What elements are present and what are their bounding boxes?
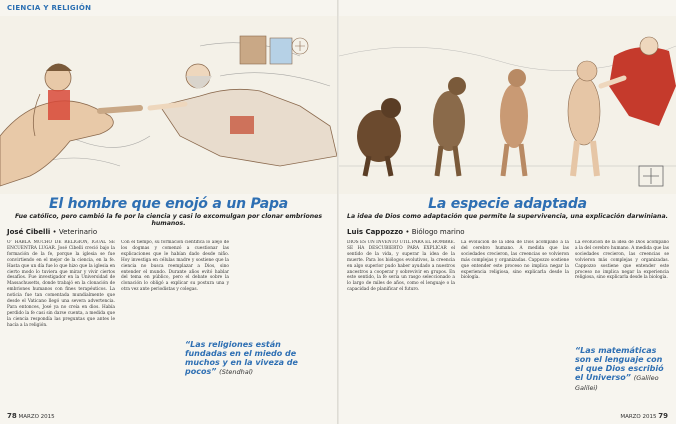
pull-quote-text: “Las matemáticas son el lenguaje con el que Dios escribió el Universo” (575, 346, 664, 382)
page-number: 78 (7, 412, 17, 420)
issue-date: MARZO 2015 (620, 414, 657, 420)
author-role: • Biólogo marino (403, 228, 465, 236)
author-name: Luis Cappozzo (347, 228, 404, 236)
byline (7, 228, 97, 236)
author-role: • Veterinario (50, 228, 98, 236)
body-column-2: La evolución de la idea de Dios acompañó a la del cerebro humano. A medida que las sociedades crecieron, las creencias se volvieron más complejas y organizadas. Cappozzo sostiene que entender este proceso no implica negar la experiencia religiosa, sino explicarla desde la biología. (461, 240, 569, 281)
pull-quote-attribution: (Stendhal) (219, 368, 254, 376)
article-headline: La especie adaptada (428, 196, 587, 212)
column-3-text: La evolución de la idea de Dios acompañó a la del cerebro humano. A medida que las sociedades crecieron, las creencias se volvieron más complejas y organizadas. Cappozzo sostiene que entender este proceso no implica negar la experiencia religiosa, sino explicarla desde la biología. (575, 240, 669, 281)
article-deck: La idea de Dios como adaptación que permite la supervivencia, una explicación darwiniana. (347, 213, 668, 220)
byline (347, 228, 465, 236)
page-number: 79 (658, 412, 668, 420)
pull-quote (575, 346, 669, 393)
pull-quote (185, 340, 325, 377)
body-column-2: Con el tiempo, su formación científica lo alejó de los dogmas y comenzó a cuestionar las explicaciones que le habían dado desde niño. Hoy investiga en células madre y sostiene que la ciencia no busca reemplazar a Dios, sino entender el mundo. Durante años evitó hablar del tema en público, pero el debate sobre la clonación lo obligó a explicar su postura una y otra vez ante periodistas y colegas. (121, 240, 229, 293)
article-headline: El hombre que enojó a un Papa (48, 196, 289, 212)
pull-quote-text: “Las religiones están fundadas en el miedo de muchos y en la viveza de pocos” (185, 340, 298, 376)
body-column-1: Oʻ HABLA MUCHO DE RELIGIÓN, IGUAL SE ENCUENTRA LUGAR. José Cibelli creció bajo la formación de la fe, porque la iglesia se fue convirtiendo en el mejor de la ciencia, en la fe. Hasta que un día fue lo que hizo que la iglesia en cierto modo lo tuviera que mirar y vivir ciertos desafíos. Fue investigador en la Universidad de Massachusetts, donde trabajó en la clonación de embriones humanos con fines terapéuticos. La noticia fue tan comentada mundialmente que desde el Vaticano llegó una severa advertencia. Para entonces, José ya no creía en dios. Había perdido la fe casi sin darse cuenta, a medida que la ciencia respondía las preguntas que antes le hacía a la religión. (7, 240, 115, 328)
evolution-march-illustration (339, 16, 676, 194)
article-deck: Fue católico, pero cambió la fe por la ciencia y casi lo excomulgan por clonar embriones humanos. (14, 213, 323, 227)
creation-of-adam-illustration (0, 16, 337, 194)
issue-date: MARZO 2015 (18, 414, 55, 420)
body-column-3 (575, 240, 669, 340)
page-folio (7, 412, 55, 420)
body-column-1: DIOS ES UN INVENTO ÚTIL PARA EL HOMBRE. SE HA DESCUBIERTO PARA EXPLICAR el sentido de la vida, y superar la idea de la muerte. Para los biólogos evolutivos, la creencia en algo superior pudo haber ayudado a nuestros ancestros a cooperar y sobrevivir en grupos. En este sentido, la fe sería un rasgo seleccionado a lo largo de miles de años, como el lenguaje o la capacidad de planificar el futuro. (347, 240, 455, 293)
pull-quote-attribution: (Galileo Galilei) (575, 374, 659, 392)
right-page (339, 0, 676, 424)
left-page (0, 0, 337, 424)
page-folio (620, 412, 668, 420)
section-label: CIENCIA Y RELIGIÓN (7, 4, 92, 12)
author-name: José Cibelli (7, 228, 51, 236)
